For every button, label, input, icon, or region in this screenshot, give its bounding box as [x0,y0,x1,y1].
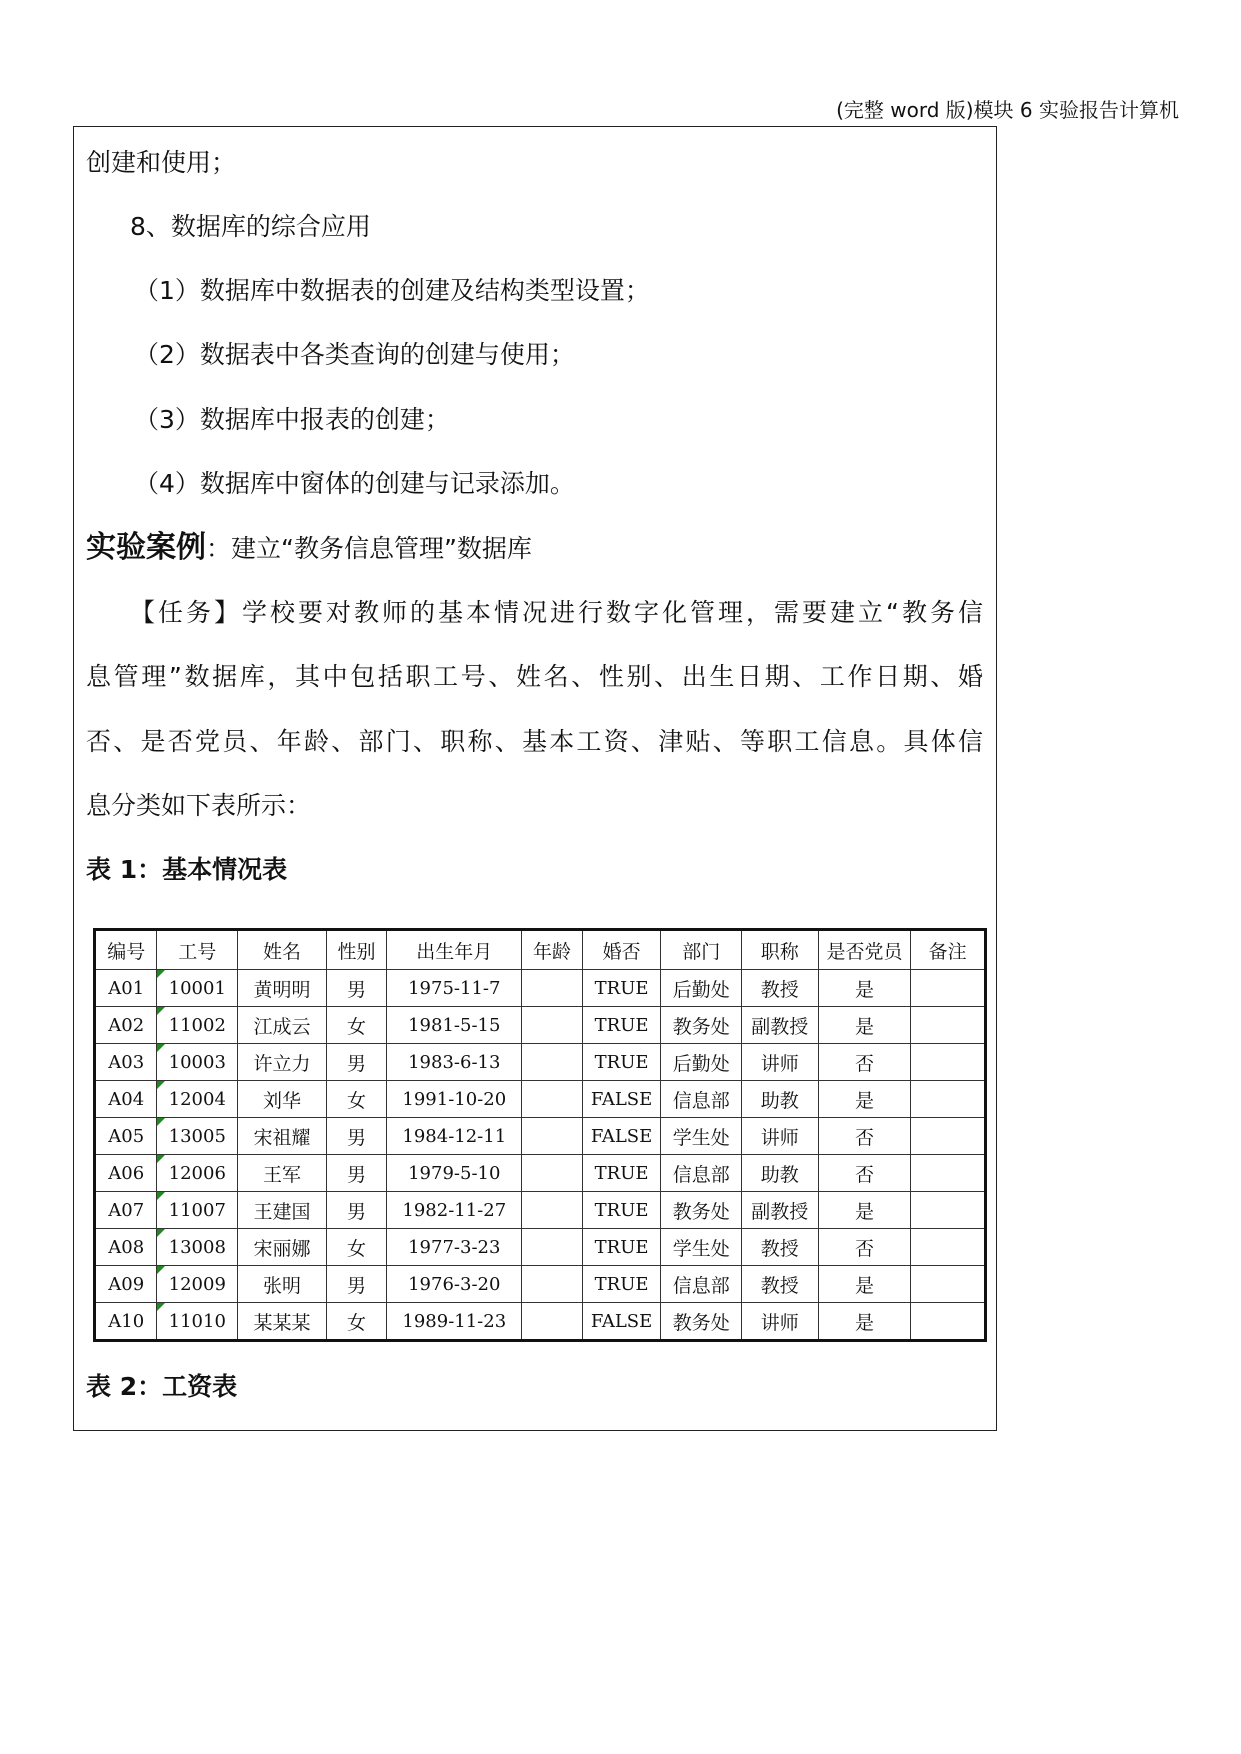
cell-error-marker [157,1155,165,1163]
cell-error-marker [157,1007,165,1015]
cell-error-marker [157,1192,165,1200]
table-cell: 11010 [157,1303,238,1341]
table-cell: A06 [95,1155,157,1192]
table-cell: TRUE [582,1007,661,1044]
cell-error-marker [157,1266,165,1274]
table-cell: TRUE [582,970,661,1007]
table-cell: 13008 [157,1229,238,1266]
table-cell: 1989-11-23 [387,1303,522,1341]
section-item-8: 8、数据库的综合应用 [130,212,371,241]
table-cell: 讲师 [742,1044,819,1081]
table-cell: 信息部 [661,1266,742,1303]
table-cell: 否 [818,1118,911,1155]
table-cell: 12004 [157,1081,238,1118]
table-cell: 11007 [157,1192,238,1229]
column-header: 部门 [661,930,742,970]
table-row [95,1303,986,1341]
table-cell: FALSE [582,1303,661,1341]
table-cell: 1979-5-10 [387,1155,522,1192]
table-cell [522,1192,582,1229]
task-line-1: 【任务】学校要对教师的基本情况进行数字化管理，需要建立“教务信 [130,598,983,627]
table-cell [522,970,582,1007]
continued-line: 创建和使用； [86,148,237,177]
table-cell: 是 [818,1266,911,1303]
column-header: 年龄 [522,930,582,970]
table-cell [911,1044,986,1081]
table-cell: 1982-11-27 [387,1192,522,1229]
table-cell: 女 [326,1303,386,1341]
table-cell: 许立力 [238,1044,327,1081]
table-cell [522,1118,582,1155]
table-row [95,970,986,1007]
table-cell: 讲师 [742,1118,819,1155]
table-cell: 黄明明 [238,970,327,1007]
table-cell: 男 [326,1266,386,1303]
table-cell: 助教 [742,1155,819,1192]
table-row [95,1192,986,1229]
table-cell: 女 [326,1007,386,1044]
task-line-3: 否、是否党员、年龄、部门、职称、基本工资、津贴、等职工信息。具体信 [86,727,983,756]
table-cell: A07 [95,1192,157,1229]
table-cell: 教授 [742,1266,819,1303]
column-header: 婚否 [582,930,661,970]
table-cell: 11002 [157,1007,238,1044]
sub-item-1: （1）数据库中数据表的创建及结构类型设置； [134,276,650,305]
table-cell [522,1266,582,1303]
table-cell: 教务处 [661,1192,742,1229]
table-cell: 王军 [238,1155,327,1192]
table-cell: 1983-6-13 [387,1044,522,1081]
table-cell [522,1007,582,1044]
table-cell: 是 [818,1007,911,1044]
table-cell [522,1155,582,1192]
table-cell [911,970,986,1007]
table-cell [911,1303,986,1341]
case-label: 实验案例 [86,530,206,565]
table-cell [522,1229,582,1266]
table-cell: 学生处 [661,1229,742,1266]
table-cell: 男 [326,1044,386,1081]
table-cell: 男 [326,1118,386,1155]
table1-title: 表 1：基本情况表 [86,855,288,884]
table-cell: 讲师 [742,1303,819,1341]
basic-info-table [93,928,987,1342]
table-cell: 否 [818,1044,911,1081]
table-cell [911,1007,986,1044]
table-cell: TRUE [582,1192,661,1229]
table-header-row [95,930,986,970]
table-cell: 信息部 [661,1081,742,1118]
table-cell: 是 [818,1081,911,1118]
table-cell: FALSE [582,1081,661,1118]
sub-item-4: （4）数据库中窗体的创建与记录添加。 [134,469,575,498]
table-cell: 女 [326,1229,386,1266]
table-row [95,1155,986,1192]
table-cell: 10001 [157,970,238,1007]
table-cell: TRUE [582,1155,661,1192]
table-row [95,1007,986,1044]
table-row [95,1229,986,1266]
column-header: 职称 [742,930,819,970]
table-cell: 宋丽娜 [238,1229,327,1266]
table-cell: 1977-3-23 [387,1229,522,1266]
table-cell: 信息部 [661,1155,742,1192]
table-cell: 某某某 [238,1303,327,1341]
table-cell: A03 [95,1044,157,1081]
table-cell: 1975-11-7 [387,970,522,1007]
table-cell [522,1081,582,1118]
column-header: 编号 [95,930,157,970]
table-cell [522,1303,582,1341]
table-cell: 王建国 [238,1192,327,1229]
cell-error-marker [157,1044,165,1052]
table-cell: 副教授 [742,1192,819,1229]
table-row [95,1266,986,1303]
table-cell: TRUE [582,1266,661,1303]
table-cell: 江成云 [238,1007,327,1044]
table-cell: 副教授 [742,1007,819,1044]
column-header: 姓名 [238,930,327,970]
table-cell: 张明 [238,1266,327,1303]
table-cell: FALSE [582,1118,661,1155]
table-cell: TRUE [582,1229,661,1266]
table-cell: 后勤处 [661,970,742,1007]
task-line-2: 息管理”数据库，其中包括职工号、姓名、性别、出生日期、工作日期、婚 [86,662,983,691]
table-cell: 1984-12-11 [387,1118,522,1155]
table-cell: A02 [95,1007,157,1044]
table-cell: 助教 [742,1081,819,1118]
cell-error-marker [157,1229,165,1237]
table-cell: 1981-5-15 [387,1007,522,1044]
content-frame [73,126,997,1431]
case-text: ：建立“教务信息管理”数据库 [206,534,532,563]
table-cell: 学生处 [661,1118,742,1155]
cell-error-marker [157,1303,165,1311]
table-cell: A04 [95,1081,157,1118]
table-cell [911,1229,986,1266]
table-cell: 女 [326,1081,386,1118]
cell-error-marker [157,970,165,978]
table-row [95,1044,986,1081]
table-cell [911,1192,986,1229]
table-cell: 后勤处 [661,1044,742,1081]
table-cell [522,1044,582,1081]
table-cell [911,1155,986,1192]
column-header: 是否党员 [818,930,911,970]
table-cell: 10003 [157,1044,238,1081]
column-header: 出生年月 [387,930,522,970]
table-cell: A05 [95,1118,157,1155]
table-cell: 宋祖耀 [238,1118,327,1155]
cell-error-marker [157,1118,165,1126]
table-cell: 男 [326,1192,386,1229]
table-cell: 否 [818,1155,911,1192]
table-cell [911,1266,986,1303]
table-cell: 教务处 [661,1007,742,1044]
table-cell: 否 [818,1229,911,1266]
column-header: 备注 [911,930,986,970]
table-cell: A10 [95,1303,157,1341]
table-cell: A01 [95,970,157,1007]
case-heading [86,528,532,569]
table-cell: 12006 [157,1155,238,1192]
table-cell: 男 [326,1155,386,1192]
table-cell: 教授 [742,1229,819,1266]
table-cell: 刘华 [238,1081,327,1118]
table-cell [911,1118,986,1155]
table-cell: 是 [818,1303,911,1341]
sub-item-3: （3）数据库中报表的创建； [134,405,450,434]
table-cell: 是 [818,970,911,1007]
table-cell: 13005 [157,1118,238,1155]
table-cell: TRUE [582,1044,661,1081]
table-cell: 教务处 [661,1303,742,1341]
table-cell: 教授 [742,970,819,1007]
table-cell: A08 [95,1229,157,1266]
column-header: 性别 [326,930,386,970]
table2-title: 表 2：工资表 [86,1372,238,1401]
sub-item-2: （2）数据表中各类查询的创建与使用； [134,340,575,369]
document-header-title: (完整 word 版)模块 6 实验报告计算机 [836,98,1179,122]
table-cell: 是 [818,1192,911,1229]
cell-error-marker [157,1081,165,1089]
table-row [95,1118,986,1155]
table-cell: 12009 [157,1266,238,1303]
table-cell [911,1081,986,1118]
table-row [95,1081,986,1118]
table-cell: 男 [326,970,386,1007]
task-line-4: 息分类如下表所示： [86,791,312,820]
table-cell: 1976-3-20 [387,1266,522,1303]
table-cell: 1991-10-20 [387,1081,522,1118]
column-header: 工号 [157,930,238,970]
table-cell: A09 [95,1266,157,1303]
